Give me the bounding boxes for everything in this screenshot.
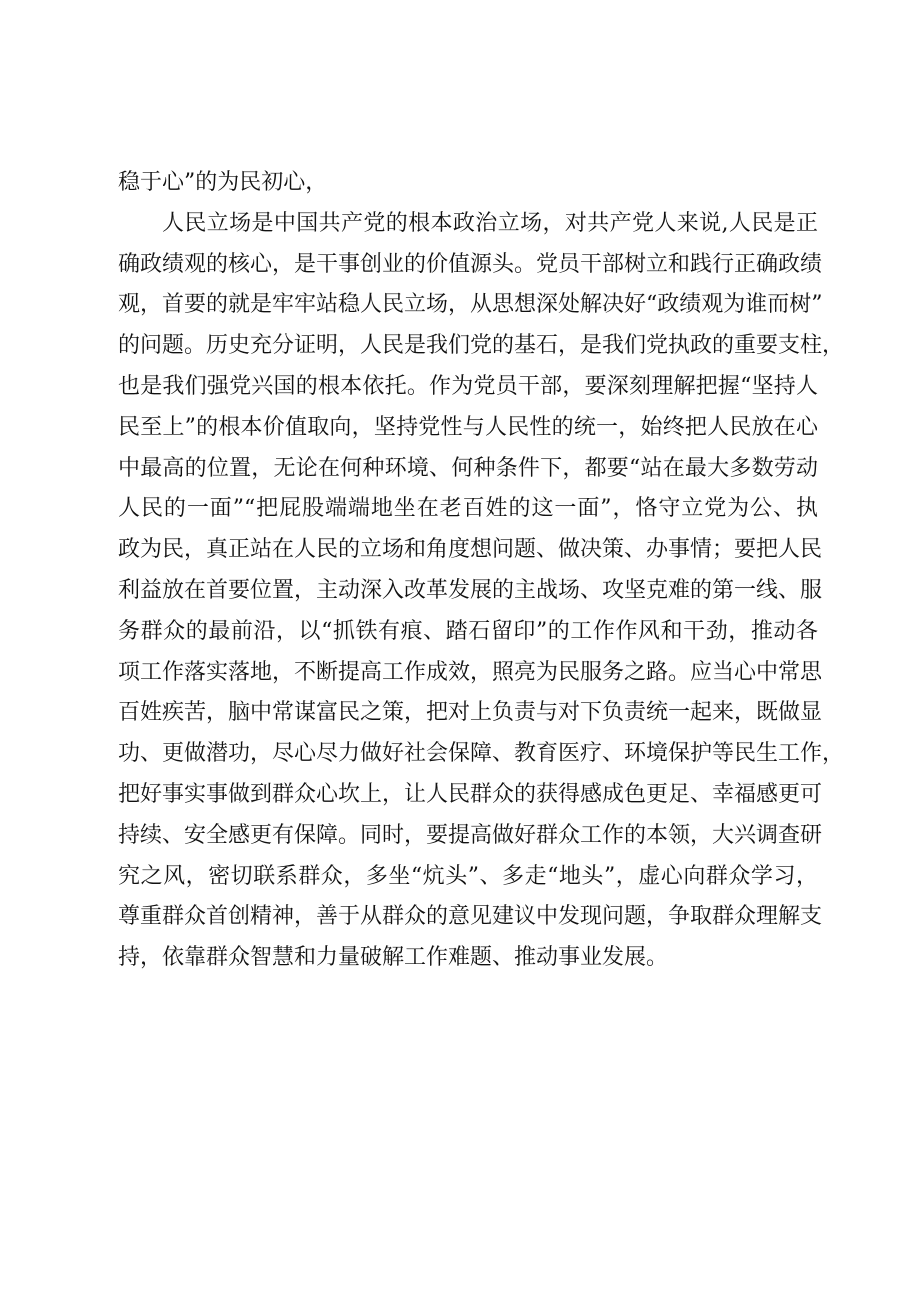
paragraph-line: 中最高的位置，无论在何种环境、何种条件下，都要“站在最大多数劳动 [118, 455, 818, 481]
paragraph-line: 持续、安全感更有保障。同时，要提高做好群众工作的本领，大兴调查研 [118, 822, 823, 848]
paragraph-line: 观，首要的就是牢牢站稳人民立场，从思想深处解决好“政绩观为谁而树” [118, 292, 823, 318]
paragraph-line: 人民的一面”“把屁股端端地坐在老百姓的这一面”，恪守立党为公、执 [118, 496, 818, 522]
paragraph-line: 的问题。历史充分证明，人民是我们党的基石，是我们党执政的重要支柱， [118, 333, 845, 359]
body-text [118, 163, 845, 979]
paragraph-line: 尊重群众首创精神，善于从群众的意见建议中发现问题，争取群众理解支 [118, 904, 823, 930]
paragraph-line: 利益放在首要位置，主动深入改革发展的主战场、攻坚克难的第一线、服 [118, 577, 823, 603]
paragraph-line: 民至上”的根本价值取向，坚持党性与人民性的统一，始终把人民放在心 [118, 414, 818, 440]
paragraph-line: 百姓疾苦，脑中常谋富民之策，把对上负责与对下负责统一起来，既做显 [118, 700, 823, 726]
paragraph-line: 把好事实事做到群众心坎上，让人民群众的获得感成色更足、幸福感更可 [118, 781, 823, 807]
paragraph-line: 究之风，密切联系群众，多坐“炕头”、多走“地头”，虚心向群众学习， [118, 863, 818, 889]
paragraph-line: 政为民，真正站在人民的立场和角度想问题、做决策、办事情；要把人民 [118, 537, 823, 563]
paragraph-line: 确政绩观的核心，是干事创业的价值源头。党员干部树立和践行正确政绩 [118, 251, 823, 277]
carryover-line: 稳于心”的为民初心， [118, 170, 328, 195]
paragraph-line: 务群众的最前沿，以“抓铁有痕、踏石留印”的工作作风和干劲，推动各 [118, 618, 818, 644]
paragraph-line: 功、更做潜功，尽心尽力做好社会保障、教育医疗、环境保护等民生工作， [118, 741, 845, 767]
paragraph-line: 也是我们强党兴国的根本依托。作为党员干部，要深刻理解把握“坚持人 [118, 373, 818, 399]
paragraph-line: 人民立场是中国共产党的根本政治立场，对共产党人来说,人民是正 [162, 210, 818, 236]
paragraph-line: 持，依靠群众智慧和力量破解工作难题、推动事业发展。 [118, 945, 669, 971]
paragraph-line: 项工作落实落地，不断提高工作成效，照亮为民服务之路。应当心中常思 [118, 659, 823, 685]
